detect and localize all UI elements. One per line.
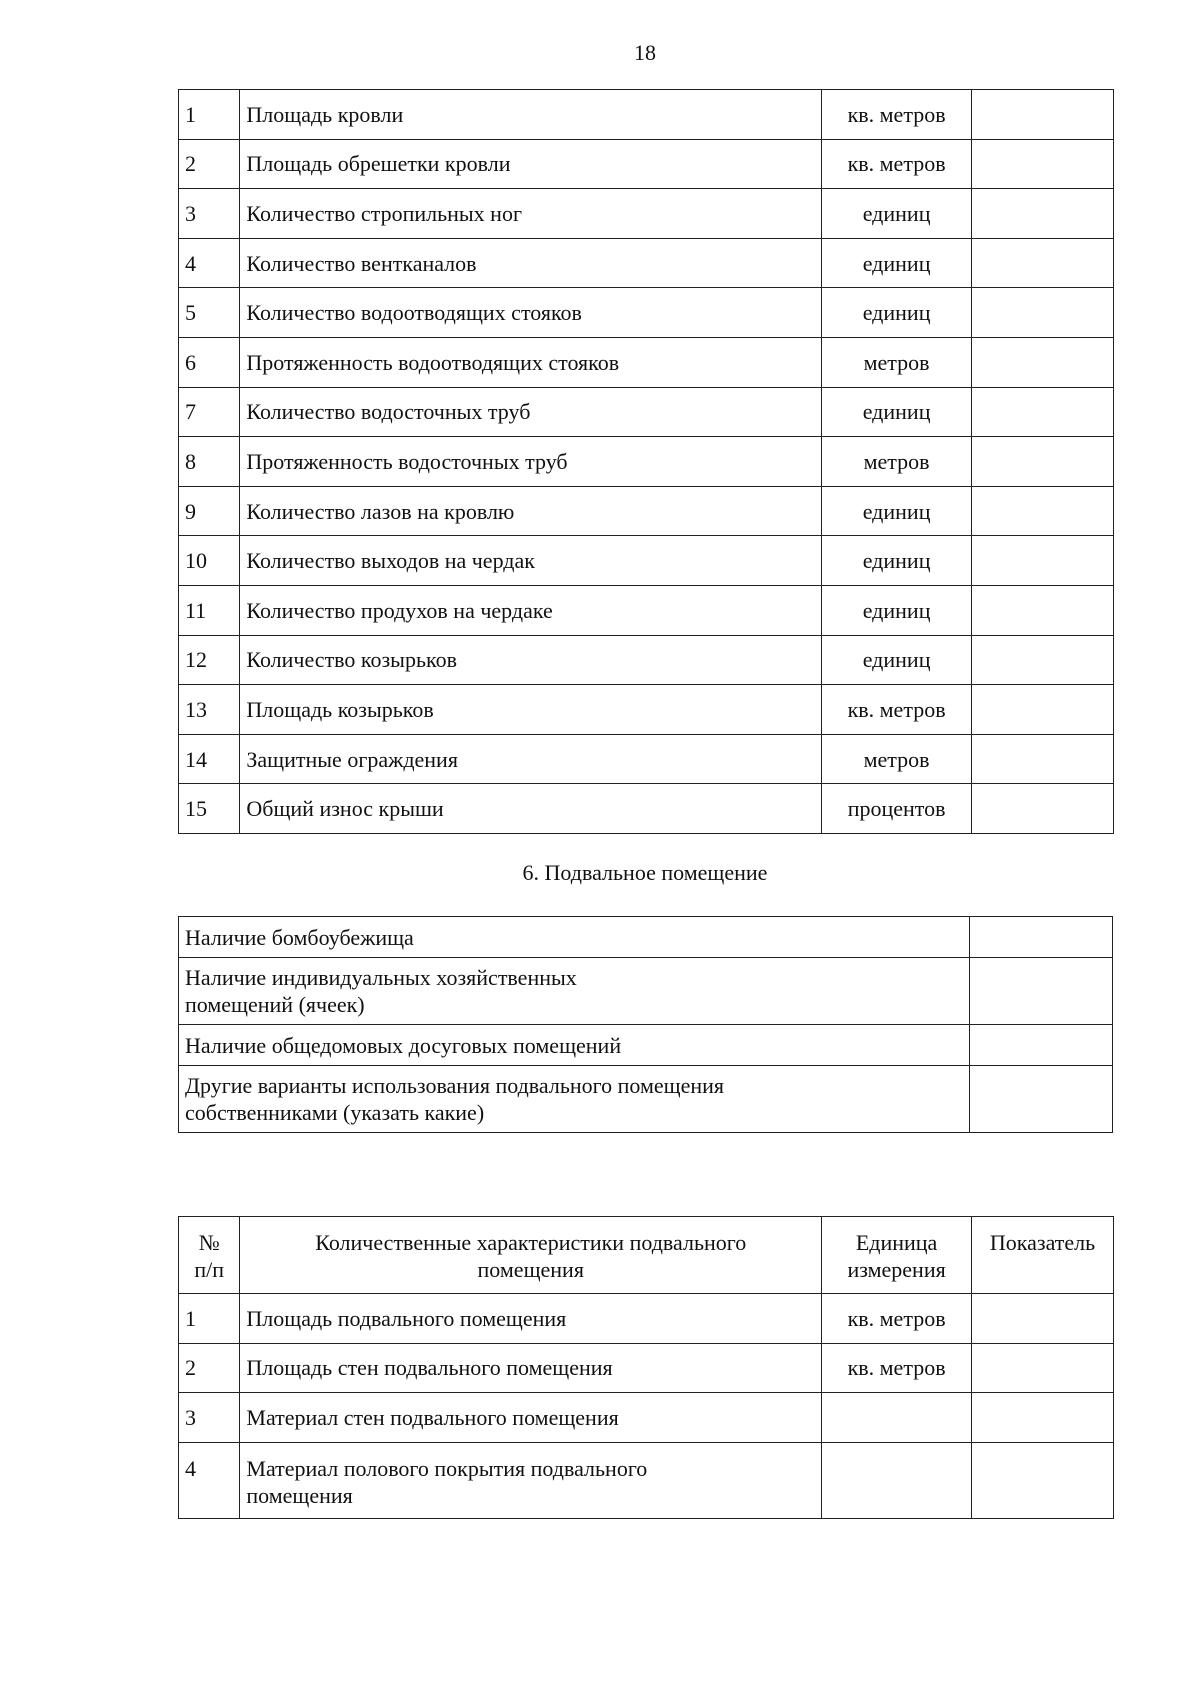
label-line: помещений (ячеек) — [185, 992, 365, 1017]
table-row — [179, 734, 1114, 784]
basement-characteristics-table — [178, 1216, 1114, 1519]
row-number: 8 — [179, 437, 240, 487]
row-unit: кв. метров — [822, 1343, 972, 1393]
row-label — [179, 917, 970, 958]
row-unit: кв. метров — [822, 685, 972, 735]
value-cell[interactable] — [972, 238, 1114, 288]
row-unit — [822, 1393, 972, 1443]
value-cell[interactable] — [972, 90, 1114, 140]
row-unit: единиц — [822, 536, 972, 586]
table-row — [179, 1025, 1113, 1066]
table-row — [179, 486, 1114, 536]
value-cell[interactable] — [972, 1442, 1114, 1518]
label-line: Наличие индивидуальных хозяйственных — [185, 965, 577, 990]
row-number: 9 — [179, 486, 240, 536]
row-label: Количество водоотводящих стояков — [240, 288, 822, 338]
table-row — [179, 784, 1114, 834]
value-cell[interactable] — [972, 734, 1114, 784]
table-row — [179, 585, 1114, 635]
row-number: 11 — [179, 585, 240, 635]
row-unit: единиц — [822, 486, 972, 536]
row-label: Количество выходов на чердак — [240, 536, 822, 586]
row-number: 1 — [179, 1294, 240, 1344]
row-unit — [822, 1442, 972, 1518]
table-row — [179, 917, 1113, 958]
label-line: помещения — [246, 1482, 353, 1508]
row-label: Количество водосточных труб — [240, 387, 822, 437]
table-row — [179, 337, 1114, 387]
table-row — [179, 1343, 1114, 1393]
header-line: измерения — [847, 1257, 946, 1282]
value-cell[interactable] — [969, 1025, 1112, 1066]
header-number — [179, 1217, 240, 1294]
row-label: Площадь козырьков — [240, 685, 822, 735]
row-number: 6 — [179, 337, 240, 387]
row-unit: процентов — [822, 784, 972, 834]
header-line: № — [198, 1230, 220, 1255]
row-number: 13 — [179, 685, 240, 735]
header-line: Количественные характеристики подвального — [315, 1230, 747, 1255]
row-label — [179, 1025, 970, 1066]
row-unit: единиц — [822, 189, 972, 239]
value-cell[interactable] — [972, 387, 1114, 437]
row-unit: метров — [822, 337, 972, 387]
row-label: Площадь кровли — [240, 90, 822, 140]
page-number: 18 — [634, 40, 656, 65]
value-cell[interactable] — [972, 585, 1114, 635]
value-cell[interactable] — [972, 1294, 1114, 1344]
table-header-row — [179, 1217, 1114, 1294]
value-cell[interactable] — [969, 917, 1112, 958]
row-number: 2 — [179, 1343, 240, 1393]
row-label: Протяженность водосточных труб — [240, 437, 822, 487]
header-line: помещения — [477, 1257, 584, 1282]
row-label: Количество стропильных ног — [240, 189, 822, 239]
row-number: 4 — [179, 1442, 240, 1518]
row-unit: единиц — [822, 635, 972, 685]
row-label: Защитные ограждения — [240, 734, 822, 784]
row-label — [179, 1066, 970, 1133]
value-cell[interactable] — [969, 958, 1112, 1025]
table-row — [179, 1066, 1113, 1133]
value-cell[interactable] — [972, 1343, 1114, 1393]
table-row — [179, 90, 1114, 140]
value-cell[interactable] — [972, 288, 1114, 338]
header-line: Единица — [855, 1230, 938, 1255]
row-number: 3 — [179, 1393, 240, 1443]
table-row — [179, 189, 1114, 239]
value-cell[interactable] — [972, 1393, 1114, 1443]
header-unit — [822, 1217, 972, 1294]
table-row — [179, 1393, 1114, 1443]
value-cell[interactable] — [972, 139, 1114, 189]
table-row — [179, 635, 1114, 685]
row-label: Количество продухов на чердаке — [240, 585, 822, 635]
row-label: Количество вентканалов — [240, 238, 822, 288]
row-label: Материал стен подвального помещения — [240, 1393, 822, 1443]
table-row — [179, 387, 1114, 437]
row-label — [179, 958, 970, 1025]
header-value: Показатель — [972, 1217, 1114, 1294]
row-number: 7 — [179, 387, 240, 437]
value-cell[interactable] — [972, 437, 1114, 487]
table-row — [179, 1294, 1114, 1344]
row-number: 14 — [179, 734, 240, 784]
row-unit: единиц — [822, 387, 972, 437]
row-label: Общий износ крыши — [240, 784, 822, 834]
row-label — [240, 1442, 822, 1518]
row-unit: единиц — [822, 238, 972, 288]
label-line: Другие варианты использования подвального помещения — [185, 1073, 725, 1098]
row-unit: единиц — [822, 288, 972, 338]
row-label: Количество козырьков — [240, 635, 822, 685]
label-line: Материал полового покрытия подвального — [246, 1455, 648, 1481]
value-cell[interactable] — [972, 486, 1114, 536]
row-label: Площадь обрешетки кровли — [240, 139, 822, 189]
row-number: 5 — [179, 288, 240, 338]
table-row — [179, 685, 1114, 735]
row-number: 1 — [179, 90, 240, 140]
row-unit: метров — [822, 734, 972, 784]
header-line: п/п — [194, 1257, 225, 1282]
row-label: Площадь стен подвального помещения — [240, 1343, 822, 1393]
table-row — [179, 437, 1114, 487]
row-number: 15 — [179, 784, 240, 834]
table-row — [179, 958, 1113, 1025]
row-unit: метров — [822, 437, 972, 487]
row-number: 4 — [179, 238, 240, 288]
row-number: 12 — [179, 635, 240, 685]
value-cell[interactable] — [972, 635, 1114, 685]
value-cell[interactable] — [969, 1066, 1112, 1133]
table-row — [179, 536, 1114, 586]
basement-usage-table — [178, 916, 1113, 1133]
value-cell[interactable] — [972, 337, 1114, 387]
label-line: собственниками (указать какие) — [185, 1100, 485, 1125]
row-unit: кв. метров — [822, 139, 972, 189]
table-row — [179, 288, 1114, 338]
row-label: Количество лазов на кровлю — [240, 486, 822, 536]
section-title: 6. Подвальное помещение — [522, 860, 768, 885]
value-cell[interactable] — [972, 536, 1114, 586]
row-unit: кв. метров — [822, 90, 972, 140]
table-row — [179, 1442, 1114, 1518]
row-unit: единиц — [822, 585, 972, 635]
value-cell[interactable] — [972, 784, 1114, 834]
row-number: 3 — [179, 189, 240, 239]
label-line: Наличие общедомовых досуговых помещений — [185, 1032, 622, 1058]
header-characteristics — [240, 1217, 822, 1294]
roof-characteristics-table — [178, 89, 1114, 834]
table-row — [179, 139, 1114, 189]
row-label: Протяженность водоотводящих стояков — [240, 337, 822, 387]
value-cell[interactable] — [972, 685, 1114, 735]
table-row — [179, 238, 1114, 288]
value-cell[interactable] — [972, 189, 1114, 239]
row-number: 10 — [179, 536, 240, 586]
row-number: 2 — [179, 139, 240, 189]
row-unit: кв. метров — [822, 1294, 972, 1344]
row-label: Площадь подвального помещения — [240, 1294, 822, 1344]
label-line: Наличие бомбоубежища — [185, 924, 414, 950]
